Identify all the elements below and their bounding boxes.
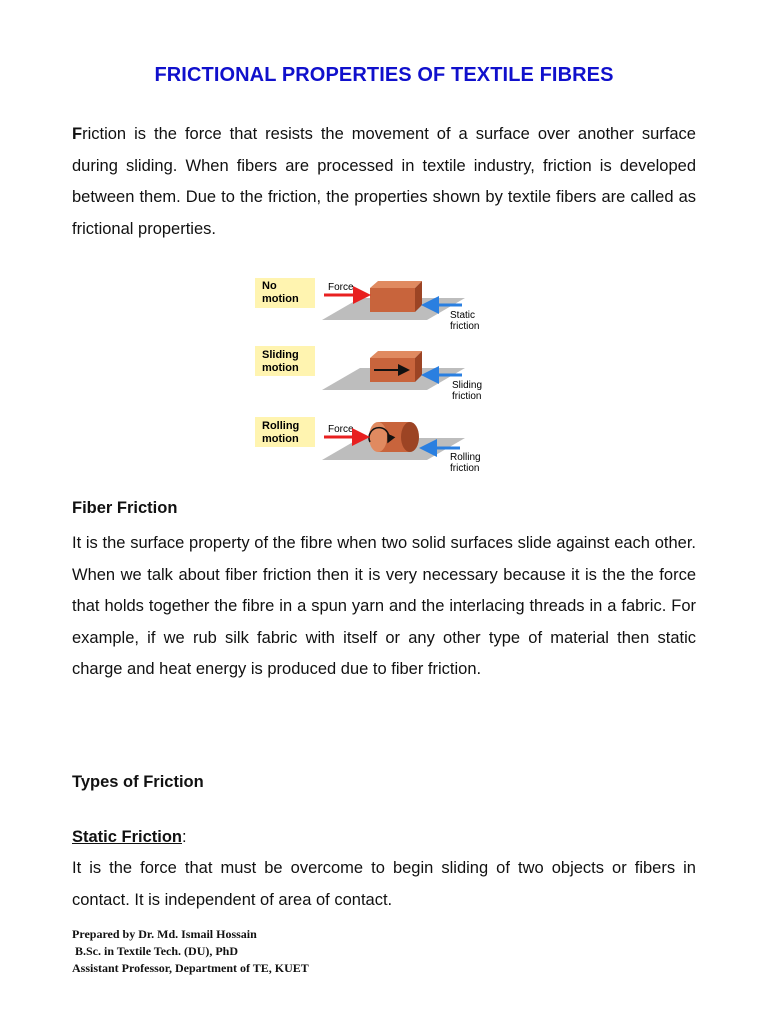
row-label-line2: motion — [262, 433, 299, 445]
row-label-line2: motion — [262, 293, 299, 305]
friction-label-line1: Static — [450, 310, 476, 321]
friction-label-line2: friction — [450, 463, 480, 474]
page-title: FRICTIONAL PROPERTIES OF TEXTILE FIBRES — [154, 64, 614, 86]
types-of-friction-heading: Types of Friction — [72, 773, 204, 791]
row-label-line2: motion — [262, 362, 299, 374]
friction-figure — [250, 270, 500, 480]
figure-row-sliding-motion — [255, 346, 482, 402]
figure-row-no-motion — [255, 278, 479, 332]
fiber-friction-heading: Fiber Friction — [72, 499, 178, 517]
force-label: Force — [328, 282, 354, 293]
rolling-cylinder — [369, 422, 419, 452]
static-friction-title: Static Friction — [72, 828, 183, 846]
footer-author: Prepared by Dr. Md. Ismail Hossain — [72, 927, 257, 941]
footer-position: Assistant Professor, Department of TE, KUET — [72, 961, 309, 975]
footer-degree: B.Sc. in Textile Tech. (DU), PhD — [75, 944, 239, 958]
friction-label-line2: friction — [450, 321, 480, 332]
intro-first-letter: F — [72, 125, 83, 143]
friction-label-line1: Sliding — [452, 380, 483, 391]
block — [370, 288, 415, 312]
force-label: Force — [328, 424, 354, 435]
fiber-friction-paragraph: It is the surface property of the fibre when two solid surfaces slide against each other. When we talk about fiber friction then it is very necessary because it is the the force that holds together the fibre in a spun yarn and the interlacing threads in a fabric. For example, if we rub silk fabric with itself or any other type of material then static charge and heat energy is produced due to fiber friction. — [72, 534, 696, 678]
static-friction-heading — [72, 828, 187, 847]
row-label-line1: Sliding — [262, 349, 299, 361]
row-label-line1: Rolling — [262, 420, 300, 432]
static-friction-paragraph: It is the force that must be overcome to begin sliding of two objects or fibers in contact. It is independent of area of contact. — [72, 859, 696, 909]
friction-label-line2: friction — [452, 391, 482, 402]
intro-paragraph — [72, 119, 696, 245]
row-label-line1: No — [262, 280, 277, 292]
figure-row-rolling-motion — [255, 417, 481, 474]
footer — [72, 926, 309, 977]
intro-text: riction is the force that resists the movement of a surface over another surface during sliding. When fibers are processed in textile industry, friction is developed between them. Due to the friction, the properties shown by textile fibers are called as frictional properties. — [72, 125, 696, 238]
friction-label-line1: Rolling — [450, 452, 481, 463]
static-friction-colon: : — [182, 828, 187, 846]
